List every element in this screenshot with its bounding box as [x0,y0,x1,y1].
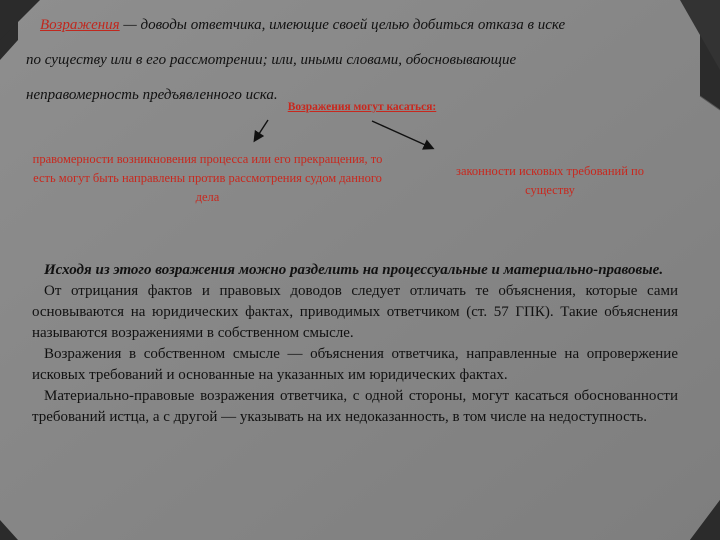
paragraph-1: Исходя из этого возражения можно разделить на процессуальные и материально-правовые. [44,262,664,278]
branch-substantive: законности исковых требований по существу [456,164,644,197]
main-text [32,260,678,428]
intro-line3: неправомерность предъявленного иска. [26,87,278,103]
intro-line2: по существу или в его рассмотрении; или, иными словами, обосновывающие [26,52,517,68]
branch-procedural: правомерности возникновения процесса или его прекращения, то есть могут быть направлены против рассмотрения судом данного дела [32,152,383,204]
intro-line1: — доводы ответчика, имеющие своей целью добиться отказа в иске [119,17,566,33]
term-vozrazheniya: Возражения [40,17,120,33]
arrow-left [255,120,268,140]
paragraph-3: Возражения в собственном смысле — объяснения ответчика, направленные на опровержение исковых требований и основанные на указанных им юридических фактах. [32,346,678,383]
arrow-right [372,121,432,148]
paragraph-4: Материально-правовые возражения ответчика, с одной стороны, могут касаться обоснованности требований истца, а с другой — указывать на их недоказанность, в том числе на недоступность. [32,388,678,425]
subtitle: Возражения могут касаться: [287,101,437,113]
paragraph-2: От отрицания фактов и правовых доводов следует отличать те объяснения, которые сами основываются на юридических фактах, приводимых ответчиком (ст. 57 ГПК). Такие объяснения называются возражениями в собственном смысле. [32,283,678,341]
